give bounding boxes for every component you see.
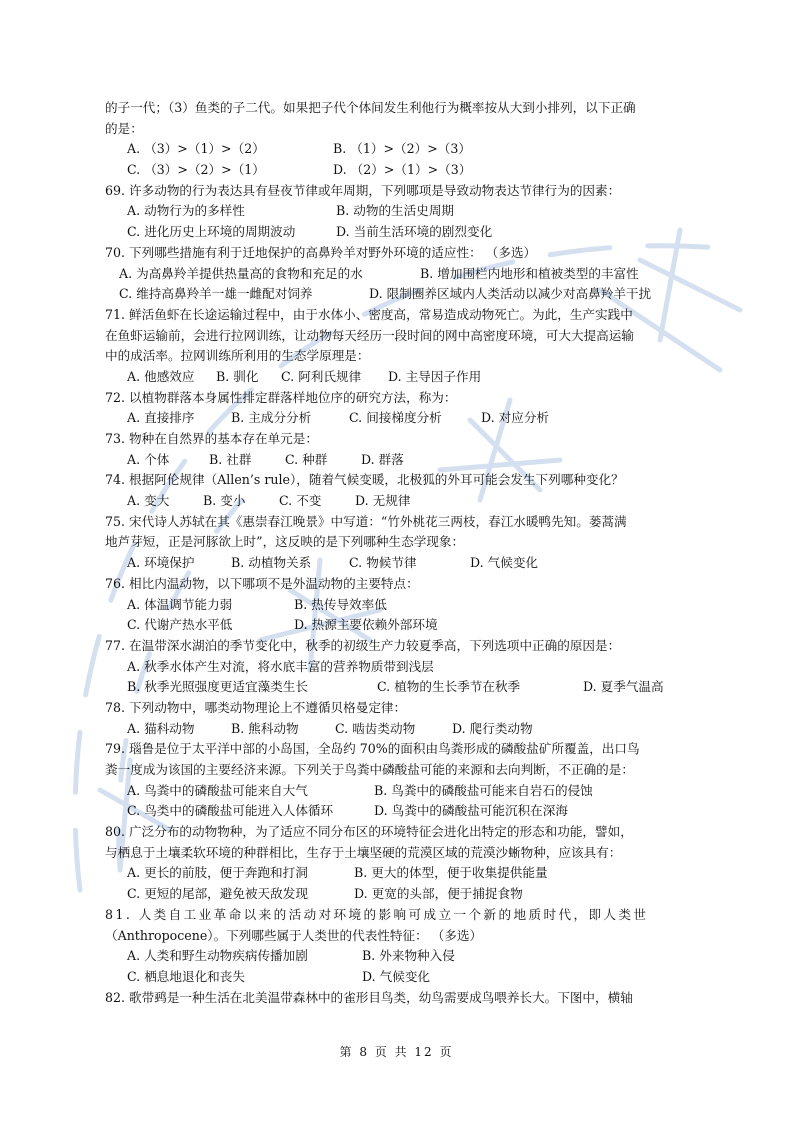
option-a: A. 体温调节能力弱: [127, 596, 233, 612]
question-69-stem: 69. 许多动物的行为表达具有昼夜节律或年周期，下列哪项是导致动物表达节律行为的因素：: [105, 182, 621, 198]
option-row: [105, 967, 695, 988]
option-d: D. 当前生活环境的剧烈变化: [336, 224, 493, 240]
option-a: A. （3）>（1）>（2）: [127, 141, 265, 157]
option-c: C. 阿利氏规律: [281, 368, 362, 384]
option-d: D. 主导因子作用: [388, 368, 482, 384]
option-a: A. 变大: [127, 493, 170, 509]
option-b: B. 社群: [209, 451, 252, 467]
option-b: B. 动植物关系: [231, 555, 312, 571]
option-b: B. 熊科动物: [231, 720, 299, 736]
option-c: C. 植物的生长季节在秋季: [377, 679, 521, 695]
question-81-stem: 81. 人类自工业革命以来的活动对环境的影响可成立一个新的地质时代，即人类世: [105, 906, 649, 922]
option-row: [105, 408, 695, 429]
option-d: D. 更宽的头部，便于捕捉食物: [354, 886, 523, 902]
option-d: D. 爬行类动物: [452, 720, 533, 736]
option-row: [105, 657, 695, 678]
question-81-stem: （Anthropocene）。下列哪些属于人类世的代表性特征： （多选）: [105, 927, 483, 943]
option-a: A. 更长的前肢，便于奔跑和打洞: [127, 865, 308, 881]
question-72-stem: 72. 以植物群落本身属性排定群落样地位序的研究方法，称为：: [105, 389, 457, 405]
option-b: B. 外来物种入侵: [362, 948, 455, 964]
question-73-stem: 73. 物种在自然界的基本存在单元是：: [105, 431, 318, 446]
question-78-stem: 78. 下列动物中，哪类动物理论上不遵循贝格曼定律：: [105, 699, 407, 715]
option-b: B. 变小: [203, 493, 246, 509]
option-a: A. 秋季水体产生对流，将水底丰富的营养物质带到浅层: [127, 658, 434, 674]
option-d: D. （2）>（1）>（3）: [333, 162, 472, 178]
option-d: D. 夏季气温高: [583, 679, 664, 695]
option-d: D. 鸟粪中的磷酸盐可能沉积在深海: [374, 803, 568, 819]
option-b: B. 热传导效率低: [294, 596, 387, 612]
option-d: D. 对应分析: [481, 410, 550, 426]
option-row: [105, 284, 695, 305]
question-71-stem: 71. 鲜活鱼虾在长途运输过程中，由于水体小、密度高，常易造成动物死亡。为此，生产实践中: [105, 306, 633, 322]
option-row: [105, 222, 695, 243]
intro-line-2: 的是：: [105, 120, 143, 136]
option-c: C. 啮齿类动物: [335, 720, 416, 736]
option-b: B. 秋季光照强度更适宜藻类生长: [127, 679, 308, 695]
option-row: [105, 595, 695, 616]
option-row: [105, 491, 695, 512]
option-row: [105, 139, 695, 160]
question-80-stem: 80. 广泛分布的动物物种，为了适应不同分布区的环境特征会进化出特定的形态和功能，譬如，: [105, 824, 633, 840]
option-row: [105, 201, 695, 222]
intro-line-1: 的子一代；（3）鱼类的子二代。如果把子代个体间发生利他行为概率按从大到小排列，以下正确: [105, 100, 636, 115]
option-row: [105, 884, 695, 905]
option-a: A. 鸟粪中的磷酸盐可能来自大气: [127, 782, 308, 798]
option-a: A. 环境保护: [127, 555, 195, 571]
option-d: D. 限制圈养区域内人类活动以减少对高鼻羚羊干扰: [369, 286, 652, 302]
option-c: C. 代谢产热水平低: [127, 617, 233, 633]
question-79-stem: 粪一度成为该国的主要经济来源。下列关于鸟粪中磷酸盐可能的来源和去向判断，不正确的是：: [105, 762, 634, 777]
question-70-stem: 70. 下列哪些措施有利于迁地保护的高鼻羚羊对野外环境的适应性： （多选）: [105, 244, 537, 260]
option-c: C. 进化历史上环境的周期波动: [127, 224, 296, 240]
option-c: C. 鸟类中的磷酸盐可能进入人体循环: [127, 803, 334, 819]
option-row: [105, 801, 695, 822]
question-79-stem: 79. 瑙鲁是位于太平洋中部的小岛国，全岛约 70%的面积由鸟粪形成的磷酸盐矿所覆盖，出口鸟: [105, 741, 640, 757]
option-b: B. （1）>（2）>（3）: [333, 141, 471, 157]
option-c: C. （3）>（2）>（1）: [127, 162, 265, 178]
option-a: A. 直接排序: [127, 410, 195, 426]
question-82-stem: 82. 歌带鹀是一种生活在北美温带森林中的雀形目鸟类，幼鸟需要成鸟喂养长大。下图中，横轴: [105, 989, 633, 1005]
option-row: [105, 450, 695, 471]
option-b: B. 动物的生活史周期: [336, 203, 455, 219]
option-row: [105, 781, 695, 802]
option-b: B. 主成分分析: [231, 410, 312, 426]
page-footer: 第 8 页 共 12 页: [339, 1045, 454, 1059]
option-c: C. 栖息地退化和丧失: [127, 968, 245, 984]
question-80-stem: 与栖息于土壤柔软环境的种群相比，生存于土壤坚硬的荒漠区域的荒漠沙蜥物种，应该具有：: [105, 844, 622, 860]
question-71-stem: 中的成活率。拉网训练所利用的生态学原理是：: [105, 348, 370, 364]
option-row: [105, 863, 695, 884]
option-c: C. 不变: [279, 493, 322, 509]
question-77-stem: 77. 在温带深水湖泊的季节变化中，秋季的初级生产力较夏季高，下列选项中正确的原因是：: [105, 637, 621, 653]
option-a: A. 他感效应: [127, 368, 195, 384]
option-d: D. 无规律: [355, 493, 411, 509]
question-74-stem: 74. 根据阿伦规律（Allen’s rule），随着气候变暖，北极狐的外耳可能会发生下列哪种变化？: [105, 472, 624, 488]
option-row: [105, 677, 695, 698]
option-row: [105, 367, 695, 388]
option-c: C. 维持高鼻羚羊一雄一雌配对饲养: [119, 286, 313, 302]
option-row: [105, 615, 695, 636]
option-row: [105, 946, 695, 967]
option-a: A. 个体: [127, 451, 170, 467]
question-75-stem: 地芦芽短，正是河豚欲上时”，这反映的是下列哪种生态学现象：: [105, 534, 465, 550]
question-75-stem: 75. 宋代诗人苏轼在其《惠崇春江晚景》中写道：“竹外桃花三两枝，春江水暖鸭先知。蒌蒿满: [105, 513, 627, 529]
option-c: C. 物候节律: [349, 555, 417, 571]
option-a: A. 猫科动物: [127, 720, 195, 736]
option-d: D. 气候变化: [470, 555, 539, 571]
option-b: B. 鸟粪中的磷酸盐可能来自岩石的侵蚀: [374, 782, 593, 798]
question-71-stem: 在鱼虾运输前，会进行拉网训练，让动物每天经历一段时间的网中高密度环境，可大大提高运输: [105, 327, 634, 343]
option-b: B. 更大的体型，便于收集提供能量: [354, 865, 548, 881]
option-c: C. 间接梯度分析: [349, 410, 442, 426]
option-a: A. 动物行为的多样性: [127, 203, 245, 219]
option-b: B. 增加围栏内地形和植被类型的丰富性: [420, 265, 639, 281]
option-c: C. 种群: [285, 451, 328, 467]
option-c: C. 更短的尾部，避免被天敌发现: [127, 886, 308, 902]
option-a: A. 人类和野生动物疾病传播加剧: [127, 948, 308, 964]
option-b: B. 驯化: [216, 368, 259, 384]
option-d: D. 气候变化: [362, 968, 431, 984]
option-row: [105, 264, 695, 285]
option-d: D. 群落: [361, 451, 404, 467]
option-a: A. 为高鼻羚羊提供热量高的食物和充足的水: [119, 265, 363, 281]
option-d: D. 热源主要依赖外部环境: [294, 617, 438, 633]
page-content: [105, 98, 695, 1008]
option-row: [105, 553, 695, 574]
option-row: [105, 160, 695, 181]
question-76-stem: 76. 相比内温动物，以下哪项不是外温动物的主要特点：: [105, 575, 419, 591]
option-row: [105, 719, 695, 740]
